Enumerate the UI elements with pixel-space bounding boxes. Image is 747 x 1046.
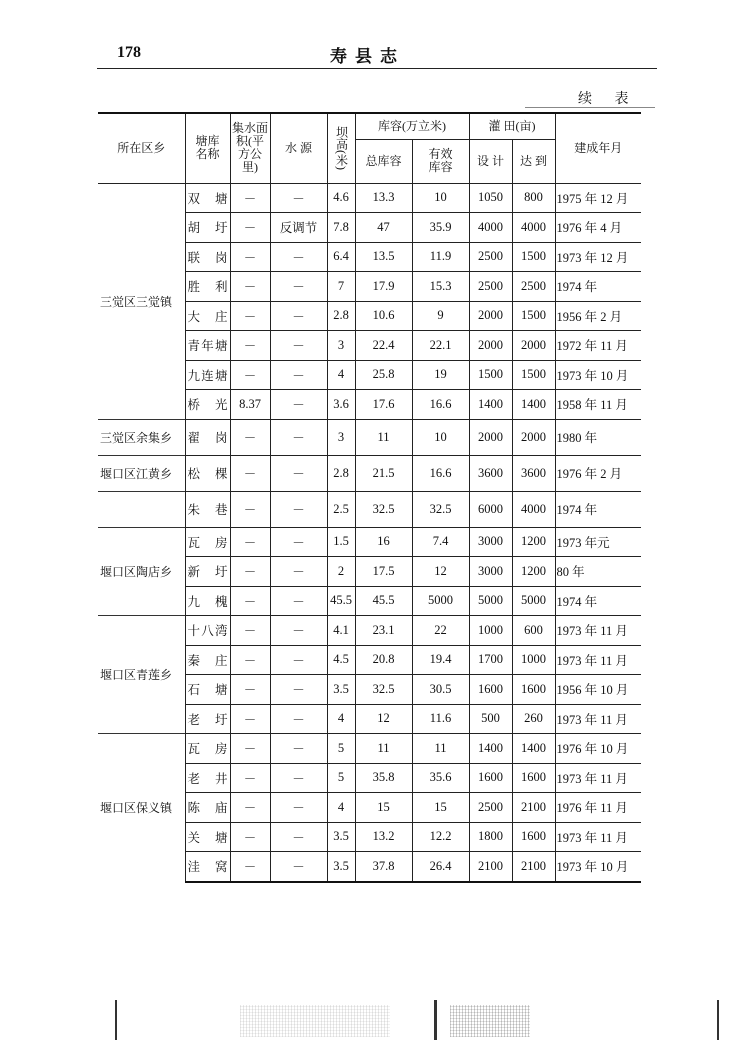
cell-achieved-irrigation: 800 bbox=[512, 183, 555, 213]
cell-catchment-area: － bbox=[230, 557, 270, 587]
col-header-irrigation-group: 灌 田(亩) bbox=[469, 113, 555, 139]
cell-water-source: － bbox=[270, 734, 327, 764]
cell-catchment-area: － bbox=[230, 586, 270, 616]
cell-water-source: － bbox=[270, 557, 327, 587]
cell-effective-capacity: 19 bbox=[412, 360, 469, 390]
cell-effective-capacity: 30.5 bbox=[412, 675, 469, 705]
scan-noise bbox=[450, 1005, 530, 1037]
cell-total-capacity: 17.9 bbox=[355, 272, 412, 302]
cell-dam-height: 3 bbox=[327, 419, 355, 455]
cell-total-capacity: 17.6 bbox=[355, 390, 412, 420]
cell-water-source: － bbox=[270, 419, 327, 455]
cell-achieved-irrigation: 260 bbox=[512, 704, 555, 734]
col-header-effective-capacity-text: 有效库容 bbox=[428, 147, 453, 174]
cell-total-capacity: 35.8 bbox=[355, 763, 412, 793]
cell-pond-name: 大 庄 bbox=[185, 301, 230, 331]
cell-catchment-area: － bbox=[230, 763, 270, 793]
cell-design-irrigation: 1500 bbox=[469, 360, 512, 390]
cell-dam-height: 3 bbox=[327, 331, 355, 361]
cell-pond-name: 九 槐 bbox=[185, 586, 230, 616]
cell-water-source: － bbox=[270, 331, 327, 361]
cell-pond-name: 联 岗 bbox=[185, 242, 230, 272]
col-header-design: 设 计 bbox=[469, 139, 512, 183]
cell-water-source: － bbox=[270, 793, 327, 823]
cell-achieved-irrigation: 4000 bbox=[512, 213, 555, 243]
cell-catchment-area: － bbox=[230, 272, 270, 302]
cell-achieved-irrigation: 1400 bbox=[512, 390, 555, 420]
cell-catchment-area: － bbox=[230, 616, 270, 646]
cell-water-source: － bbox=[270, 183, 327, 213]
page-number: 178 bbox=[117, 44, 141, 61]
cell-dam-height: 3.5 bbox=[327, 822, 355, 852]
cell-pond-name: 瓦 房 bbox=[185, 527, 230, 557]
cell-design-irrigation: 1800 bbox=[469, 822, 512, 852]
cell-built-date: 1973 年 10 月 bbox=[555, 852, 641, 882]
col-header-pond-name bbox=[185, 113, 230, 183]
cell-pond-name: 老 圩 bbox=[185, 704, 230, 734]
cell-effective-capacity: 16.6 bbox=[412, 390, 469, 420]
cell-catchment-area: － bbox=[230, 183, 270, 213]
cell-effective-capacity: 7.4 bbox=[412, 527, 469, 557]
cell-dam-height: 3.6 bbox=[327, 390, 355, 420]
cell-catchment-area: － bbox=[230, 242, 270, 272]
cell-design-irrigation: 1600 bbox=[469, 675, 512, 705]
cell-achieved-irrigation: 2100 bbox=[512, 852, 555, 882]
col-header-district: 所在区乡 bbox=[98, 113, 185, 183]
cell-water-source: － bbox=[270, 616, 327, 646]
col-header-achieved: 达 到 bbox=[512, 139, 555, 183]
continued-label: 续 表 bbox=[578, 91, 638, 107]
cell-achieved-irrigation: 1200 bbox=[512, 527, 555, 557]
cell-catchment-area: － bbox=[230, 491, 270, 527]
cell-catchment-area: － bbox=[230, 852, 270, 882]
cell-district bbox=[98, 491, 185, 527]
cell-dam-height: 6.4 bbox=[327, 242, 355, 272]
cell-dam-height: 2 bbox=[327, 557, 355, 587]
cell-dam-height: 3.5 bbox=[327, 852, 355, 882]
cell-design-irrigation: 500 bbox=[469, 704, 512, 734]
cell-dam-height: 7.8 bbox=[327, 213, 355, 243]
cell-design-irrigation: 1400 bbox=[469, 734, 512, 764]
cell-catchment-area: － bbox=[230, 645, 270, 675]
cell-effective-capacity: 11 bbox=[412, 734, 469, 764]
cell-total-capacity: 13.2 bbox=[355, 822, 412, 852]
cell-built-date: 1973 年 11 月 bbox=[555, 645, 641, 675]
cell-design-irrigation: 2500 bbox=[469, 793, 512, 823]
cell-design-irrigation: 1000 bbox=[469, 616, 512, 646]
cell-effective-capacity: 16.6 bbox=[412, 455, 469, 491]
cell-catchment-area: － bbox=[230, 704, 270, 734]
cell-built-date: 1958 年 11 月 bbox=[555, 390, 641, 420]
cell-pond-name: 朱 巷 bbox=[185, 491, 230, 527]
cell-effective-capacity: 22.1 bbox=[412, 331, 469, 361]
cell-built-date: 1972 年 11 月 bbox=[555, 331, 641, 361]
cell-effective-capacity: 11.9 bbox=[412, 242, 469, 272]
cell-design-irrigation: 6000 bbox=[469, 491, 512, 527]
cell-built-date: 1980 年 bbox=[555, 419, 641, 455]
cell-design-irrigation: 2500 bbox=[469, 272, 512, 302]
cell-water-source: － bbox=[270, 272, 327, 302]
cell-pond-name: 青年塘 bbox=[185, 331, 230, 361]
cell-catchment-area: － bbox=[230, 527, 270, 557]
col-header-catchment-area bbox=[230, 113, 270, 183]
cell-water-source: － bbox=[270, 675, 327, 705]
cell-total-capacity: 45.5 bbox=[355, 586, 412, 616]
col-header-capacity-group: 库容(万立米) bbox=[355, 113, 469, 139]
cell-dam-height: 4 bbox=[327, 360, 355, 390]
cell-pond-name: 双 塘 bbox=[185, 183, 230, 213]
cell-water-source: － bbox=[270, 704, 327, 734]
cell-pond-name: 秦 庄 bbox=[185, 645, 230, 675]
cell-design-irrigation: 3000 bbox=[469, 527, 512, 557]
cell-pond-name: 九连塘 bbox=[185, 360, 230, 390]
table-row bbox=[98, 527, 641, 557]
cell-total-capacity: 32.5 bbox=[355, 675, 412, 705]
cell-dam-height: 3.5 bbox=[327, 675, 355, 705]
cell-built-date: 1976 年 11 月 bbox=[555, 793, 641, 823]
cell-achieved-irrigation: 2000 bbox=[512, 331, 555, 361]
scan-edge-mark bbox=[434, 1000, 437, 1040]
cell-design-irrigation: 2000 bbox=[469, 419, 512, 455]
cell-pond-name: 陈 庙 bbox=[185, 793, 230, 823]
cell-district: 三觉区三觉镇 bbox=[98, 183, 185, 419]
cell-effective-capacity: 35.6 bbox=[412, 763, 469, 793]
cell-water-source: － bbox=[270, 491, 327, 527]
cell-pond-name: 桥 光 bbox=[185, 390, 230, 420]
cell-water-source: － bbox=[270, 822, 327, 852]
cell-catchment-area: － bbox=[230, 301, 270, 331]
cell-effective-capacity: 5000 bbox=[412, 586, 469, 616]
col-header-built-date: 建成年月 bbox=[555, 113, 641, 183]
continued-rule bbox=[525, 107, 655, 108]
cell-district: 堰口区江黄乡 bbox=[98, 455, 185, 491]
scan-noise bbox=[240, 1005, 390, 1037]
cell-pond-name: 翟 岗 bbox=[185, 419, 230, 455]
cell-built-date: 1956 年 10 月 bbox=[555, 675, 641, 705]
cell-achieved-irrigation: 5000 bbox=[512, 586, 555, 616]
cell-water-source: － bbox=[270, 527, 327, 557]
cell-built-date: 1976 年 2 月 bbox=[555, 455, 641, 491]
col-header-effective-capacity bbox=[412, 139, 469, 183]
cell-achieved-irrigation: 2000 bbox=[512, 419, 555, 455]
cell-built-date: 1973 年 11 月 bbox=[555, 763, 641, 793]
cell-design-irrigation: 3000 bbox=[469, 557, 512, 587]
cell-water-source: － bbox=[270, 763, 327, 793]
col-header-dam-height-text: 坝高(米) bbox=[334, 126, 349, 171]
cell-built-date: 1973 年元 bbox=[555, 527, 641, 557]
cell-effective-capacity: 19.4 bbox=[412, 645, 469, 675]
cell-district: 堰口区青莲乡 bbox=[98, 616, 185, 734]
cell-total-capacity: 20.8 bbox=[355, 645, 412, 675]
table-body bbox=[98, 183, 641, 882]
cell-pond-name: 洼 窝 bbox=[185, 852, 230, 882]
cell-design-irrigation: 5000 bbox=[469, 586, 512, 616]
cell-water-source: － bbox=[270, 586, 327, 616]
cell-total-capacity: 37.8 bbox=[355, 852, 412, 882]
cell-water-source: 反调节 bbox=[270, 213, 327, 243]
cell-water-source: － bbox=[270, 645, 327, 675]
cell-pond-name: 胡 圩 bbox=[185, 213, 230, 243]
cell-total-capacity: 11 bbox=[355, 734, 412, 764]
col-header-pond-name-text: 塘库名称 bbox=[195, 134, 220, 162]
cell-design-irrigation: 3600 bbox=[469, 455, 512, 491]
col-header-total-capacity: 总库容 bbox=[355, 139, 412, 183]
cell-water-source: － bbox=[270, 390, 327, 420]
cell-dam-height: 45.5 bbox=[327, 586, 355, 616]
cell-district: 堰口区陶店乡 bbox=[98, 527, 185, 616]
cell-achieved-irrigation: 1500 bbox=[512, 242, 555, 272]
cell-achieved-irrigation: 2500 bbox=[512, 272, 555, 302]
col-header-dam-height bbox=[327, 113, 355, 183]
cell-catchment-area: － bbox=[230, 793, 270, 823]
cell-dam-height: 4 bbox=[327, 704, 355, 734]
col-header-catchment-area-text: 集水面积(平方公里) bbox=[231, 121, 268, 175]
cell-built-date: 1973 年 11 月 bbox=[555, 704, 641, 734]
cell-catchment-area: － bbox=[230, 675, 270, 705]
cell-water-source: － bbox=[270, 360, 327, 390]
cell-dam-height: 4.5 bbox=[327, 645, 355, 675]
cell-built-date: 1976 年 10 月 bbox=[555, 734, 641, 764]
cell-built-date: 1973 年 12 月 bbox=[555, 242, 641, 272]
cell-water-source: － bbox=[270, 455, 327, 491]
header-rule bbox=[97, 68, 657, 69]
cell-water-source: － bbox=[270, 852, 327, 882]
cell-achieved-irrigation: 4000 bbox=[512, 491, 555, 527]
table-row bbox=[98, 734, 641, 764]
cell-pond-name: 瓦 房 bbox=[185, 734, 230, 764]
cell-achieved-irrigation: 1400 bbox=[512, 734, 555, 764]
cell-catchment-area: － bbox=[230, 331, 270, 361]
cell-achieved-irrigation: 3600 bbox=[512, 455, 555, 491]
cell-catchment-area: － bbox=[230, 734, 270, 764]
cell-total-capacity: 13.3 bbox=[355, 183, 412, 213]
cell-catchment-area: － bbox=[230, 419, 270, 455]
cell-achieved-irrigation: 1000 bbox=[512, 645, 555, 675]
cell-achieved-irrigation: 1500 bbox=[512, 360, 555, 390]
cell-built-date: 1974 年 bbox=[555, 491, 641, 527]
cell-design-irrigation: 1600 bbox=[469, 763, 512, 793]
cell-catchment-area: 8.37 bbox=[230, 390, 270, 420]
cell-achieved-irrigation: 2100 bbox=[512, 793, 555, 823]
cell-built-date: 1973 年 11 月 bbox=[555, 822, 641, 852]
cell-effective-capacity: 10 bbox=[412, 183, 469, 213]
cell-built-date: 80 年 bbox=[555, 557, 641, 587]
cell-effective-capacity: 15.3 bbox=[412, 272, 469, 302]
cell-total-capacity: 10.6 bbox=[355, 301, 412, 331]
table-row bbox=[98, 419, 641, 455]
cell-built-date: 1974 年 bbox=[555, 586, 641, 616]
cell-catchment-area: － bbox=[230, 213, 270, 243]
cell-water-source: － bbox=[270, 301, 327, 331]
cell-dam-height: 5 bbox=[327, 734, 355, 764]
cell-catchment-area: － bbox=[230, 822, 270, 852]
cell-achieved-irrigation: 1600 bbox=[512, 763, 555, 793]
cell-dam-height: 7 bbox=[327, 272, 355, 302]
cell-district: 堰口区保义镇 bbox=[98, 734, 185, 882]
scan-edge-mark bbox=[115, 1000, 117, 1040]
cell-dam-height: 4 bbox=[327, 793, 355, 823]
scan-edge-mark bbox=[717, 1000, 719, 1040]
cell-pond-name: 关 塘 bbox=[185, 822, 230, 852]
cell-design-irrigation: 2100 bbox=[469, 852, 512, 882]
cell-pond-name: 老 井 bbox=[185, 763, 230, 793]
cell-total-capacity: 11 bbox=[355, 419, 412, 455]
cell-achieved-irrigation: 1600 bbox=[512, 675, 555, 705]
cell-dam-height: 2.8 bbox=[327, 301, 355, 331]
cell-built-date: 1973 年 11 月 bbox=[555, 616, 641, 646]
cell-dam-height: 4.6 bbox=[327, 183, 355, 213]
cell-achieved-irrigation: 1600 bbox=[512, 822, 555, 852]
table-row bbox=[98, 491, 641, 527]
cell-achieved-irrigation: 600 bbox=[512, 616, 555, 646]
cell-total-capacity: 12 bbox=[355, 704, 412, 734]
cell-effective-capacity: 22 bbox=[412, 616, 469, 646]
cell-total-capacity: 16 bbox=[355, 527, 412, 557]
cell-effective-capacity: 10 bbox=[412, 419, 469, 455]
cell-dam-height: 2.8 bbox=[327, 455, 355, 491]
cell-total-capacity: 47 bbox=[355, 213, 412, 243]
cell-total-capacity: 21.5 bbox=[355, 455, 412, 491]
cell-total-capacity: 15 bbox=[355, 793, 412, 823]
cell-district: 三觉区余集乡 bbox=[98, 419, 185, 455]
cell-pond-name: 石 塘 bbox=[185, 675, 230, 705]
cell-built-date: 1974 年 bbox=[555, 272, 641, 302]
cell-built-date: 1975 年 12 月 bbox=[555, 183, 641, 213]
cell-design-irrigation: 2000 bbox=[469, 301, 512, 331]
reservoir-table bbox=[98, 112, 641, 883]
cell-achieved-irrigation: 1200 bbox=[512, 557, 555, 587]
cell-effective-capacity: 32.5 bbox=[412, 491, 469, 527]
cell-catchment-area: － bbox=[230, 360, 270, 390]
cell-built-date: 1973 年 10 月 bbox=[555, 360, 641, 390]
cell-total-capacity: 13.5 bbox=[355, 242, 412, 272]
cell-pond-name: 松 棵 bbox=[185, 455, 230, 491]
cell-design-irrigation: 4000 bbox=[469, 213, 512, 243]
cell-total-capacity: 17.5 bbox=[355, 557, 412, 587]
cell-built-date: 1956 年 2 月 bbox=[555, 301, 641, 331]
cell-total-capacity: 23.1 bbox=[355, 616, 412, 646]
cell-dam-height: 2.5 bbox=[327, 491, 355, 527]
cell-effective-capacity: 9 bbox=[412, 301, 469, 331]
cell-total-capacity: 32.5 bbox=[355, 491, 412, 527]
book-title: 寿县志 bbox=[330, 47, 405, 67]
cell-design-irrigation: 1400 bbox=[469, 390, 512, 420]
table-row bbox=[98, 616, 641, 646]
cell-effective-capacity: 12.2 bbox=[412, 822, 469, 852]
cell-effective-capacity: 35.9 bbox=[412, 213, 469, 243]
cell-pond-name: 新 圩 bbox=[185, 557, 230, 587]
cell-catchment-area: － bbox=[230, 455, 270, 491]
col-header-water-source: 水 源 bbox=[270, 113, 327, 183]
cell-total-capacity: 22.4 bbox=[355, 331, 412, 361]
cell-effective-capacity: 26.4 bbox=[412, 852, 469, 882]
cell-dam-height: 1.5 bbox=[327, 527, 355, 557]
cell-dam-height: 5 bbox=[327, 763, 355, 793]
cell-effective-capacity: 11.6 bbox=[412, 704, 469, 734]
cell-water-source: － bbox=[270, 242, 327, 272]
cell-pond-name: 胜 利 bbox=[185, 272, 230, 302]
cell-design-irrigation: 2000 bbox=[469, 331, 512, 361]
cell-achieved-irrigation: 1500 bbox=[512, 301, 555, 331]
cell-built-date: 1976 年 4 月 bbox=[555, 213, 641, 243]
table-row bbox=[98, 455, 641, 491]
cell-design-irrigation: 1700 bbox=[469, 645, 512, 675]
cell-total-capacity: 25.8 bbox=[355, 360, 412, 390]
cell-pond-name: 十八湾 bbox=[185, 616, 230, 646]
cell-effective-capacity: 15 bbox=[412, 793, 469, 823]
cell-design-irrigation: 2500 bbox=[469, 242, 512, 272]
table-row bbox=[98, 183, 641, 213]
cell-design-irrigation: 1050 bbox=[469, 183, 512, 213]
cell-dam-height: 4.1 bbox=[327, 616, 355, 646]
cell-effective-capacity: 12 bbox=[412, 557, 469, 587]
